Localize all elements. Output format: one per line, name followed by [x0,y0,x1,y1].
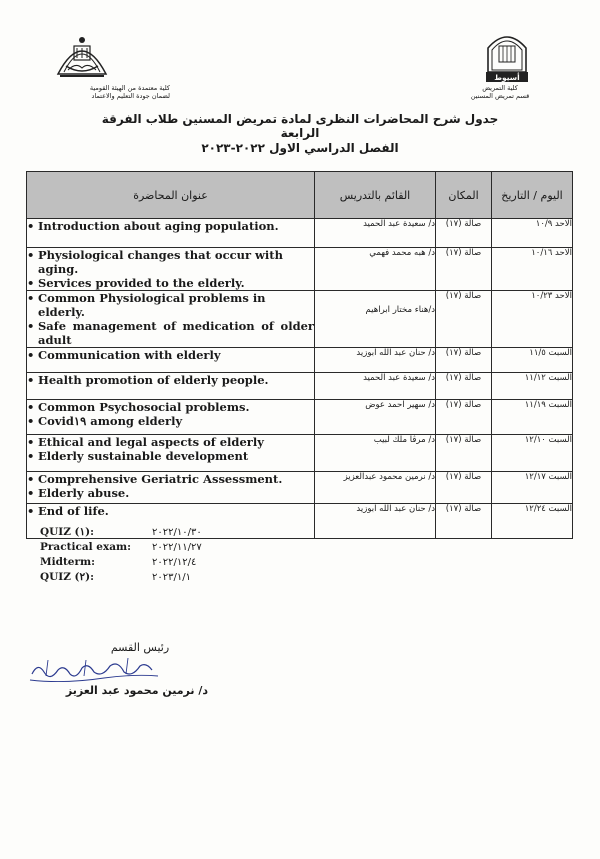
lecture-topics [27,248,315,291]
semester-subtitle: الفصل الدراسي الاول ٢٠٢٢-٢٠٢٣ [201,141,399,155]
exam-label: Practical exam: [40,541,132,553]
date-cell: السبت ١٢/٢٤ [492,504,573,539]
schedule-table [26,171,573,539]
lecture-topic: • End of life. [27,504,314,518]
exam-date: ٢٠٢٢/١١/٢٧ [152,542,202,553]
header-instructor: القائم بالتدريس [315,172,436,219]
exam-date: ٢٠٢٣/١/١ [152,572,191,583]
table-row [27,400,573,435]
lecture-topic: • Ethical and legal aspects of elderly [27,435,314,449]
handwritten-signature-icon [24,654,164,686]
exam-row [40,540,240,555]
lecture-topic: • Introduction about aging population. [27,219,314,233]
department-head-title: رئيس القسم [110,641,170,654]
lecture-topic: • Comprehensive Geriatric Assessment. [27,472,314,486]
instructor-cell: د/ هبه محمد فهمي [315,248,436,291]
exam-date: ٢٠٢٢/١٢/٤ [152,557,197,568]
instructor-cell: د/ مرڤا ملك لبيب [315,435,436,472]
lecture-topics [27,400,315,435]
accreditation-logo-icon [52,26,112,86]
lecture-topic: • Services provided to the elderly. [27,276,314,290]
faculty-logo-text: أسيوط [494,73,520,82]
exam-row [40,525,240,540]
place-cell: صالة (١٧) [436,248,492,291]
date-cell: السبت ١٢/١٠ [492,435,573,472]
place-cell: صالة (١٧) [436,472,492,504]
exam-row [40,570,240,585]
header-place: المكان [436,172,492,219]
exam-label: Midterm: [40,556,96,568]
right-logo-caption: كلية التمريض قسم تمريض المسنين [470,84,530,100]
date-cell: السبت ١١/١٩ [492,400,573,435]
place-cell: صالة (١٧) [436,435,492,472]
instructor-cell: د/ حنان عبد الله ابوزيد [315,348,436,373]
date-cell: السبت ١١/١٢ [492,373,573,400]
lecture-topics [27,219,315,248]
date-cell: الاحد ١٠/٢٣ [492,291,573,348]
lecture-topics [27,348,315,373]
exam-label: QUIZ (١): [40,526,95,538]
date-cell: السبت ١٢/١٧ [492,472,573,504]
instructor-name: د/هناء مختار ابراهيم [365,305,435,315]
exam-date: ٢٠٢٢/١٠/٣٠ [152,527,202,538]
instructor-cell [315,291,436,348]
place-cell: صالة (١٧) [436,291,492,348]
lecture-topic: • Covid١٩ among elderly [27,414,314,428]
lecture-topic: • Health promotion of elderly people. [27,373,314,387]
header-title: عنوان المحاضرة [27,172,315,219]
left-logo-caption: كلية معتمدة من الهيئة القومية لضمان جودة التعليم والاعتماد [89,84,170,100]
lecture-topic: • Communication with elderly [27,348,314,362]
lecture-topic: • Elderly sustainable development [27,449,314,463]
lecture-topic: • Common Psychosocial problems. [27,400,314,414]
instructor-cell: د/ حنان عبد الله ابوزيد [315,504,436,539]
table-row [27,348,573,373]
faculty-logo-icon [482,28,532,84]
date-cell: الاحد ١٠/١٦ [492,248,573,291]
lecture-topics [27,373,315,400]
place-cell: صالة (١٧) [436,348,492,373]
date-cell: الاحد ١٠/٩ [492,219,573,248]
place-cell: صالة (١٧) [436,373,492,400]
table-header-row [27,172,573,219]
lecture-topics [27,435,315,472]
instructor-cell: د/ نرمين محمود عبدالعزيز [315,472,436,504]
table-row [27,248,573,291]
exam-label: QUIZ (٢): [40,571,95,583]
table-row [27,472,573,504]
table-row [27,435,573,472]
table-row [27,291,573,348]
lecture-topic: • Common Physiological problems in elderly. [27,291,314,319]
instructor-cell: د/ سعيدة عبد الحميد [315,219,436,248]
lecture-topics [27,472,315,504]
page-title: جدول شرح المحاضرات النظرى لمادة تمريض المسنين طلاب الفرقة الرابعة [101,112,499,140]
exam-dates [40,525,240,585]
header-date: اليوم / التاريخ [492,172,573,219]
table-row [27,373,573,400]
instructor-cell: د/ سهير احمد عوض [315,400,436,435]
lecture-topic: • Safe management of medication of older adult [27,319,314,347]
exam-row [40,555,240,570]
place-cell: صالة (١٧) [436,219,492,248]
instructor-cell: د/ سعيدة عبد الحميد [315,373,436,400]
table-row [27,219,573,248]
place-cell: صالة (١٧) [436,504,492,539]
place-cell: صالة (١٧) [436,400,492,435]
lecture-topics [27,291,315,348]
department-head-name: د/ نرمين محمود عبد العزيز [65,684,208,697]
date-cell: السبت ١١/٥ [492,348,573,373]
lecture-topic: • Elderly abuse. [27,486,314,500]
lecture-topic: • Physiological changes that occur with aging. [27,248,314,276]
